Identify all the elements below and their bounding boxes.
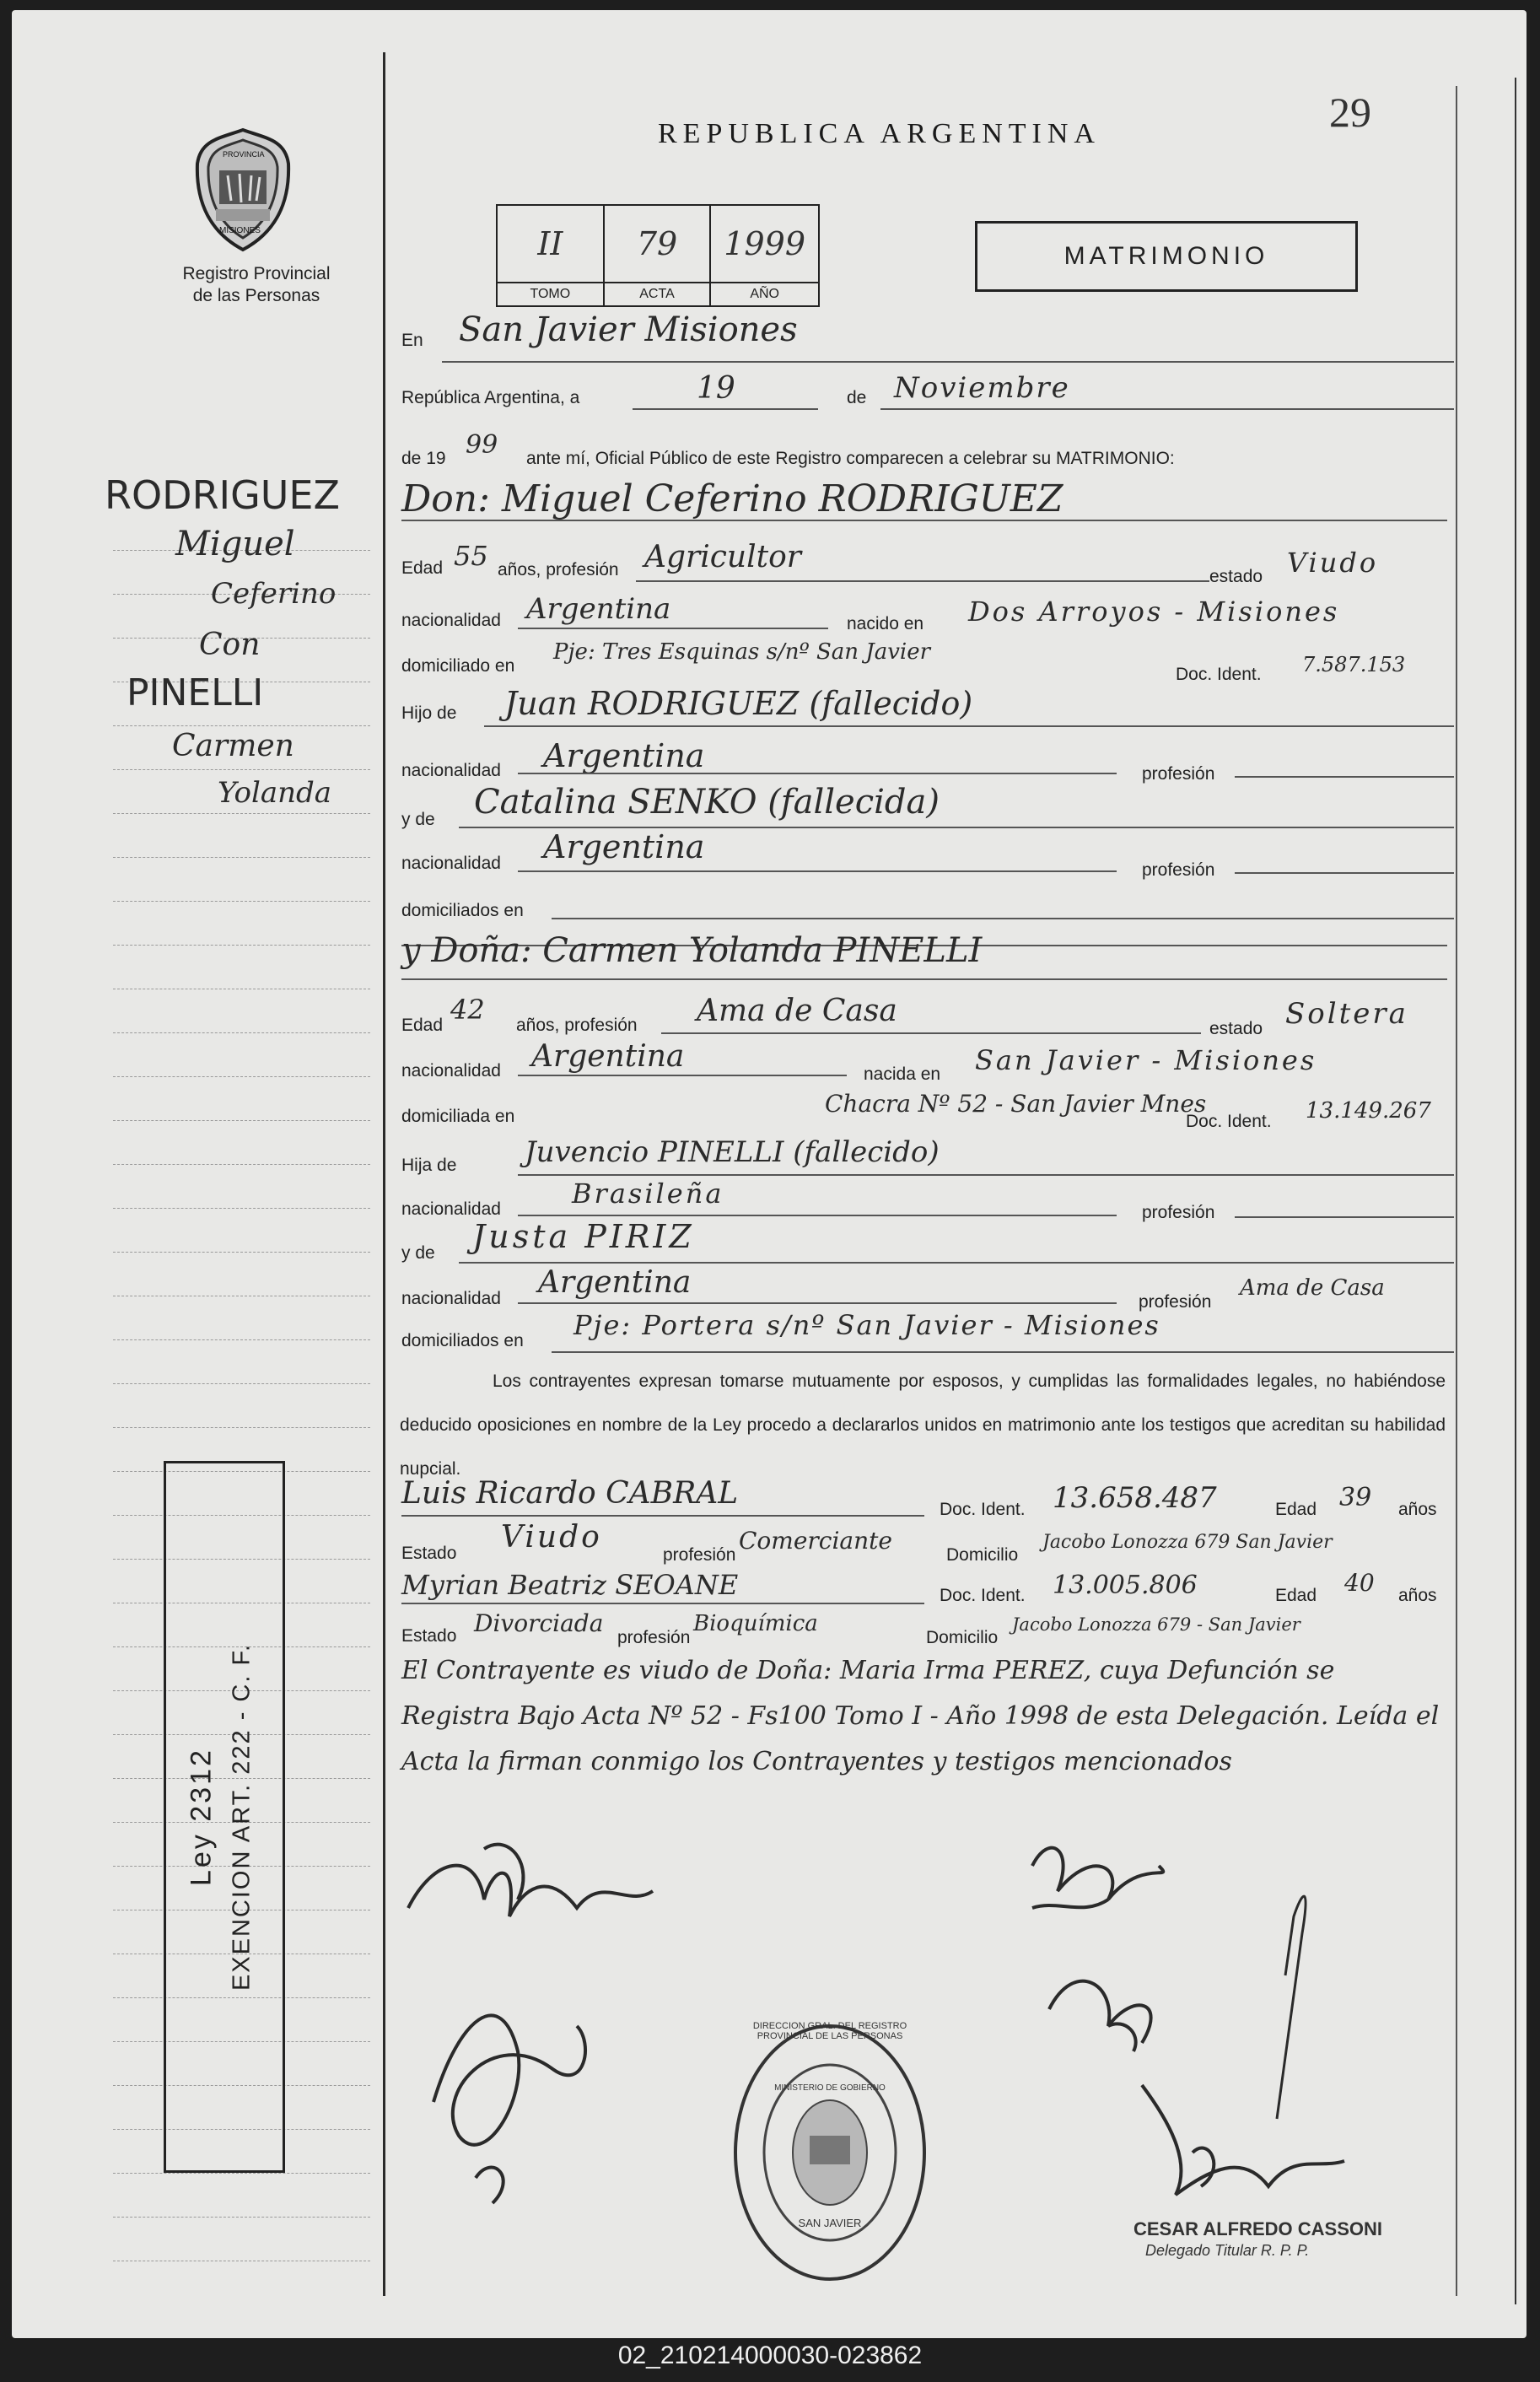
bride-parents-dom-label: domiciliados en (401, 1331, 524, 1350)
bride-mother-prof-label: profesión (1139, 1292, 1212, 1312)
bride-line (401, 978, 1447, 980)
groom-full-name: Don: Miguel Ceferino RODRIGUEZ (401, 477, 1063, 520)
document-page (12, 10, 1527, 2338)
groom-mother-nat-line (518, 870, 1117, 872)
margin-rule-line (113, 1339, 370, 1340)
groom-nationality: Argentina (526, 592, 671, 626)
groom-address: Pje: Tres Esquinas s/nº San Javier (553, 639, 931, 665)
intro-text: ante mí, Oficial Público de este Registro comparecen a celebrar su MATRIMONIO: (526, 449, 1175, 468)
groom-nacido-label: nacido en (847, 614, 924, 633)
bride-parents-address: Pje: Portera s/nº San Javier - Misiones (573, 1309, 1160, 1341)
bride-doc: 13.149.267 (1306, 1098, 1431, 1124)
groom-father-prof-label: profesión (1142, 764, 1215, 784)
groom-birthplace: Dos Arroyos - Misiones (968, 596, 1340, 628)
margin-name-1b: Ceferino (211, 577, 337, 611)
witness2-doc-label: Doc. Ident. (940, 1586, 1026, 1605)
witness1-anos-label: años (1398, 1500, 1437, 1519)
ano-label: AÑO (711, 282, 818, 305)
margin-rule-line (113, 1208, 370, 1209)
bride-father-nat-label: nacionalidad (401, 1199, 501, 1219)
seal-inner-text: MINISTERIO DE GOBIERNO (774, 2083, 886, 2093)
margin-rule-line (113, 2173, 370, 2174)
bride-prof-label: años, profesión (516, 1016, 638, 1035)
groom-nat-line (518, 628, 828, 629)
official-name: CESAR ALFREDO CASSONI (1133, 2218, 1382, 2239)
witness1-dom-label: Domicilio (946, 1545, 1019, 1565)
margin-rule-line (113, 769, 370, 770)
bride-mother: Justa PIRIZ (472, 1218, 695, 1255)
page-edge-line (1515, 78, 1516, 2304)
bride-father: Juvencio PINELLI (fallecido) (525, 1135, 940, 1169)
footer-image-id: 02_210214000030-023862 (617, 2342, 923, 2369)
bride-father-prof-label: profesión (1142, 1203, 1215, 1222)
witness2-estado: Divorciada (474, 1609, 604, 1637)
seal-ring-text: DIRECCION GRAL. DEL REGISTRO PROVINCIAL DE LAS PERSONAS (752, 2021, 907, 2041)
witness2-age: 40 (1344, 1569, 1375, 1597)
exencion-text: EXENCION ART. 222 - C. F. (228, 1642, 256, 1991)
groom-nat-label: nacionalidad (401, 611, 501, 630)
rep-label: República Argentina, a (401, 388, 580, 407)
logo-top-text: PROVINCIA (223, 150, 265, 159)
witness2-addr: Jacobo Lonozza 679 - San Javier (1012, 1614, 1300, 1635)
bride-father-prof-line (1235, 1216, 1454, 1218)
year-value: 99 (466, 430, 498, 460)
witness1-prof-label: profesión (663, 1545, 736, 1565)
margin-rule-line (113, 901, 370, 902)
bride-profession: Ama de Casa (697, 994, 897, 1028)
bride-father-nat-line (518, 1215, 1117, 1216)
witness1-name: Luis Ricardo CABRAL (401, 1476, 739, 1511)
margin-rule-line (113, 1252, 370, 1253)
groom-father-line (484, 725, 1454, 727)
day-line (633, 408, 818, 410)
margin-con: Con (199, 628, 261, 662)
row-en (401, 331, 423, 351)
bride-yde-label: y de (401, 1243, 435, 1263)
groom-dom-label: domiciliado en (401, 656, 515, 676)
bride-father-line (518, 1174, 1454, 1176)
groom-doc-label: Doc. Ident. (1176, 665, 1262, 684)
bride-parents-dom-line (552, 1351, 1454, 1353)
en-value: San Javier Misiones (459, 310, 798, 349)
bride-mother-nat: Argentina (538, 1265, 692, 1300)
groom-father-nat-line (518, 773, 1117, 774)
margin-rule-line (113, 857, 370, 858)
registry-logo (191, 127, 295, 257)
groom-yde-label: y de (401, 810, 435, 829)
tomo-label: TOMO (498, 282, 605, 305)
margin-rule-line (113, 813, 370, 814)
margin-rule-line (113, 1427, 370, 1428)
groom-estado: Viudo (1287, 547, 1379, 579)
witness2-prof-label: profesión (617, 1628, 691, 1647)
groom-age: 55 (454, 540, 488, 572)
en-label: En (401, 331, 423, 350)
margin-rule-line (113, 1076, 370, 1077)
groom-mother: Catalina SENKO (fallecida) (474, 783, 940, 822)
ano-value: 1999 (724, 225, 806, 262)
witness2-anos-label: años (1398, 1586, 1437, 1605)
registry-title (130, 263, 383, 307)
groom-mother-nat-label: nacionalidad (401, 854, 501, 873)
bride-hija-label: Hija de (401, 1156, 457, 1175)
bride-mother-line (459, 1262, 1454, 1264)
margin-rule-line (113, 1164, 370, 1165)
marginal-notes: El Contrayente es viudo de Doña: Maria Irma PEREZ, cuya Defunción se Registra Bajo Acta Nº 52 - Fs100 Tomo I - Año 1998 de esta Delegación. Leída el Acta la firman conmigo los Contrayentes y testigos mencionados (401, 1656, 1440, 1776)
margin-rule-line (113, 1383, 370, 1384)
bride-estado: Soltera (1285, 997, 1408, 1031)
groom-mother-prof-label: profesión (1142, 860, 1215, 880)
groom-father-nat-label: nacionalidad (401, 761, 501, 780)
bride-doc-label: Doc. Ident. (1186, 1112, 1272, 1131)
witness2-doc: 13.005.806 (1053, 1571, 1198, 1600)
de-label: de (847, 388, 867, 407)
acta-value: 79 (605, 206, 712, 282)
law-exemption-stamp (164, 1461, 285, 2173)
official-title: Delegado Titular R. P. P. (1145, 2242, 1310, 2259)
year-label: de 19 (401, 449, 446, 468)
margin-rule-line (113, 725, 370, 726)
witness1-name-line (401, 1515, 924, 1517)
groom-father-prof-line (1235, 776, 1454, 778)
day-value: 19 (697, 371, 735, 406)
bride-nat-label: nacionalidad (401, 1061, 501, 1081)
witness2-edad-label: Edad (1275, 1586, 1317, 1605)
ley-text: Ley 2312 (185, 1748, 218, 1886)
logo-bottom-text: MISIONES (219, 226, 261, 235)
bride-age: 42 (450, 994, 485, 1026)
groom-hijo-label: Hijo de (401, 703, 457, 723)
act-type-box: MATRIMONIO (975, 221, 1358, 292)
witness1-addr: Jacobo Lonozza 679 San Javier (1042, 1532, 1333, 1553)
bride-edad-label: Edad (401, 1016, 444, 1035)
witness1-estado-label: Estado (401, 1544, 457, 1563)
margin-surname-2: PINELLI (127, 671, 264, 714)
witness2-prof: Bioquímica (693, 1611, 818, 1636)
acta-label: ACTA (605, 282, 712, 305)
groom-mother-nat: Argentina (543, 828, 705, 865)
witness1-prof: Comerciante (739, 1527, 892, 1555)
bride-prof-line (661, 1032, 1201, 1034)
bride-address: Chacra Nº 52 - San Javier Mnes (825, 1090, 1207, 1118)
bride-mother-prof: Ama de Casa (1240, 1275, 1385, 1301)
bride-nat-line (518, 1075, 847, 1076)
month-line (880, 408, 1454, 410)
groom-father-nat: Argentina (543, 737, 705, 774)
margin-rule-line (113, 945, 370, 946)
groom-line (401, 520, 1447, 521)
witness2-name: Myrian Beatriz SEOANE (401, 1569, 739, 1601)
tomo-acta-ano-box (496, 204, 820, 307)
groom-prof-label: años, profesión (498, 560, 619, 579)
groom-estado-label: estado (1209, 567, 1263, 586)
bride-nacida-label: nacida en (864, 1064, 941, 1084)
witness1-estado: Viudo (501, 1520, 602, 1555)
bride-dom-label: domiciliada en (401, 1107, 515, 1126)
margin-rule-line (113, 2217, 370, 2218)
margin-surname-1: RODRIGUEZ (105, 472, 341, 518)
margin-name-2a: Carmen (172, 729, 294, 763)
witness2-name-line (401, 1603, 924, 1604)
page-number: 29 (1329, 89, 1371, 136)
official-seal (729, 2018, 931, 2292)
margin-name-1a: Miguel (175, 525, 295, 563)
witness1-edad-label: Edad (1275, 1500, 1317, 1519)
bride-birthplace: San Javier - Misiones (975, 1044, 1317, 1076)
bride-mother-nat-label: nacionalidad (401, 1289, 501, 1308)
bride-full-name: y Doña: Carmen Yolanda PINELLI (401, 931, 983, 970)
groom-parents-dom-label: domiciliados en (401, 901, 524, 920)
bride-mother-nat-line (518, 1302, 1117, 1304)
witness1-age: 39 (1339, 1483, 1372, 1512)
witness1-doc-label: Doc. Ident. (940, 1500, 1026, 1519)
legal-text: Los contrayentes expresan tomarse mutuamente por esposos, y cumplidas las formalidades legales, no habiéndose deducido oposiciones en nombre de la Ley procedo a declararlos unidos en matrimonio ante los testigos que acreditan su habilidad nupcial. (400, 1372, 1446, 1479)
seal-bottom-text: SAN JAVIER (798, 2217, 862, 2229)
witness2-estado-label: Estado (401, 1626, 457, 1646)
groom-doc: 7.587.153 (1302, 653, 1406, 676)
country-title: REPUBLICA ARGENTINA (658, 118, 1101, 149)
en-line (442, 361, 1454, 363)
bride-nationality: Argentina (531, 1039, 685, 1074)
margin-rule-line (113, 1120, 370, 1121)
groom-edad-label: Edad (401, 558, 444, 578)
groom-prof-line (636, 580, 1209, 582)
margin-rule-line (113, 1032, 370, 1033)
groom-mother-prof-line (1235, 872, 1454, 874)
groom-profession: Agricultor (644, 540, 801, 574)
signatures (383, 1815, 1513, 2288)
groom-father: Juan RODRIGUEZ (fallecido) (504, 685, 973, 722)
witness1-doc: 13.658.487 (1053, 1481, 1217, 1515)
witness2-dom-label: Domicilio (926, 1628, 999, 1647)
margin-name-2b: Yolanda (218, 776, 332, 810)
registry-title-line1: Registro Provincial (182, 264, 331, 283)
tomo-value: II (498, 206, 605, 282)
registry-title-line2: de las Personas (192, 286, 320, 305)
registry-seal-icon (729, 2018, 931, 2288)
bride-father-nat: Brasileña (572, 1178, 724, 1210)
month-value: Noviembre (894, 371, 1070, 405)
groom-parents-dom-line (552, 918, 1454, 919)
bride-estado-label: estado (1209, 1019, 1263, 1038)
